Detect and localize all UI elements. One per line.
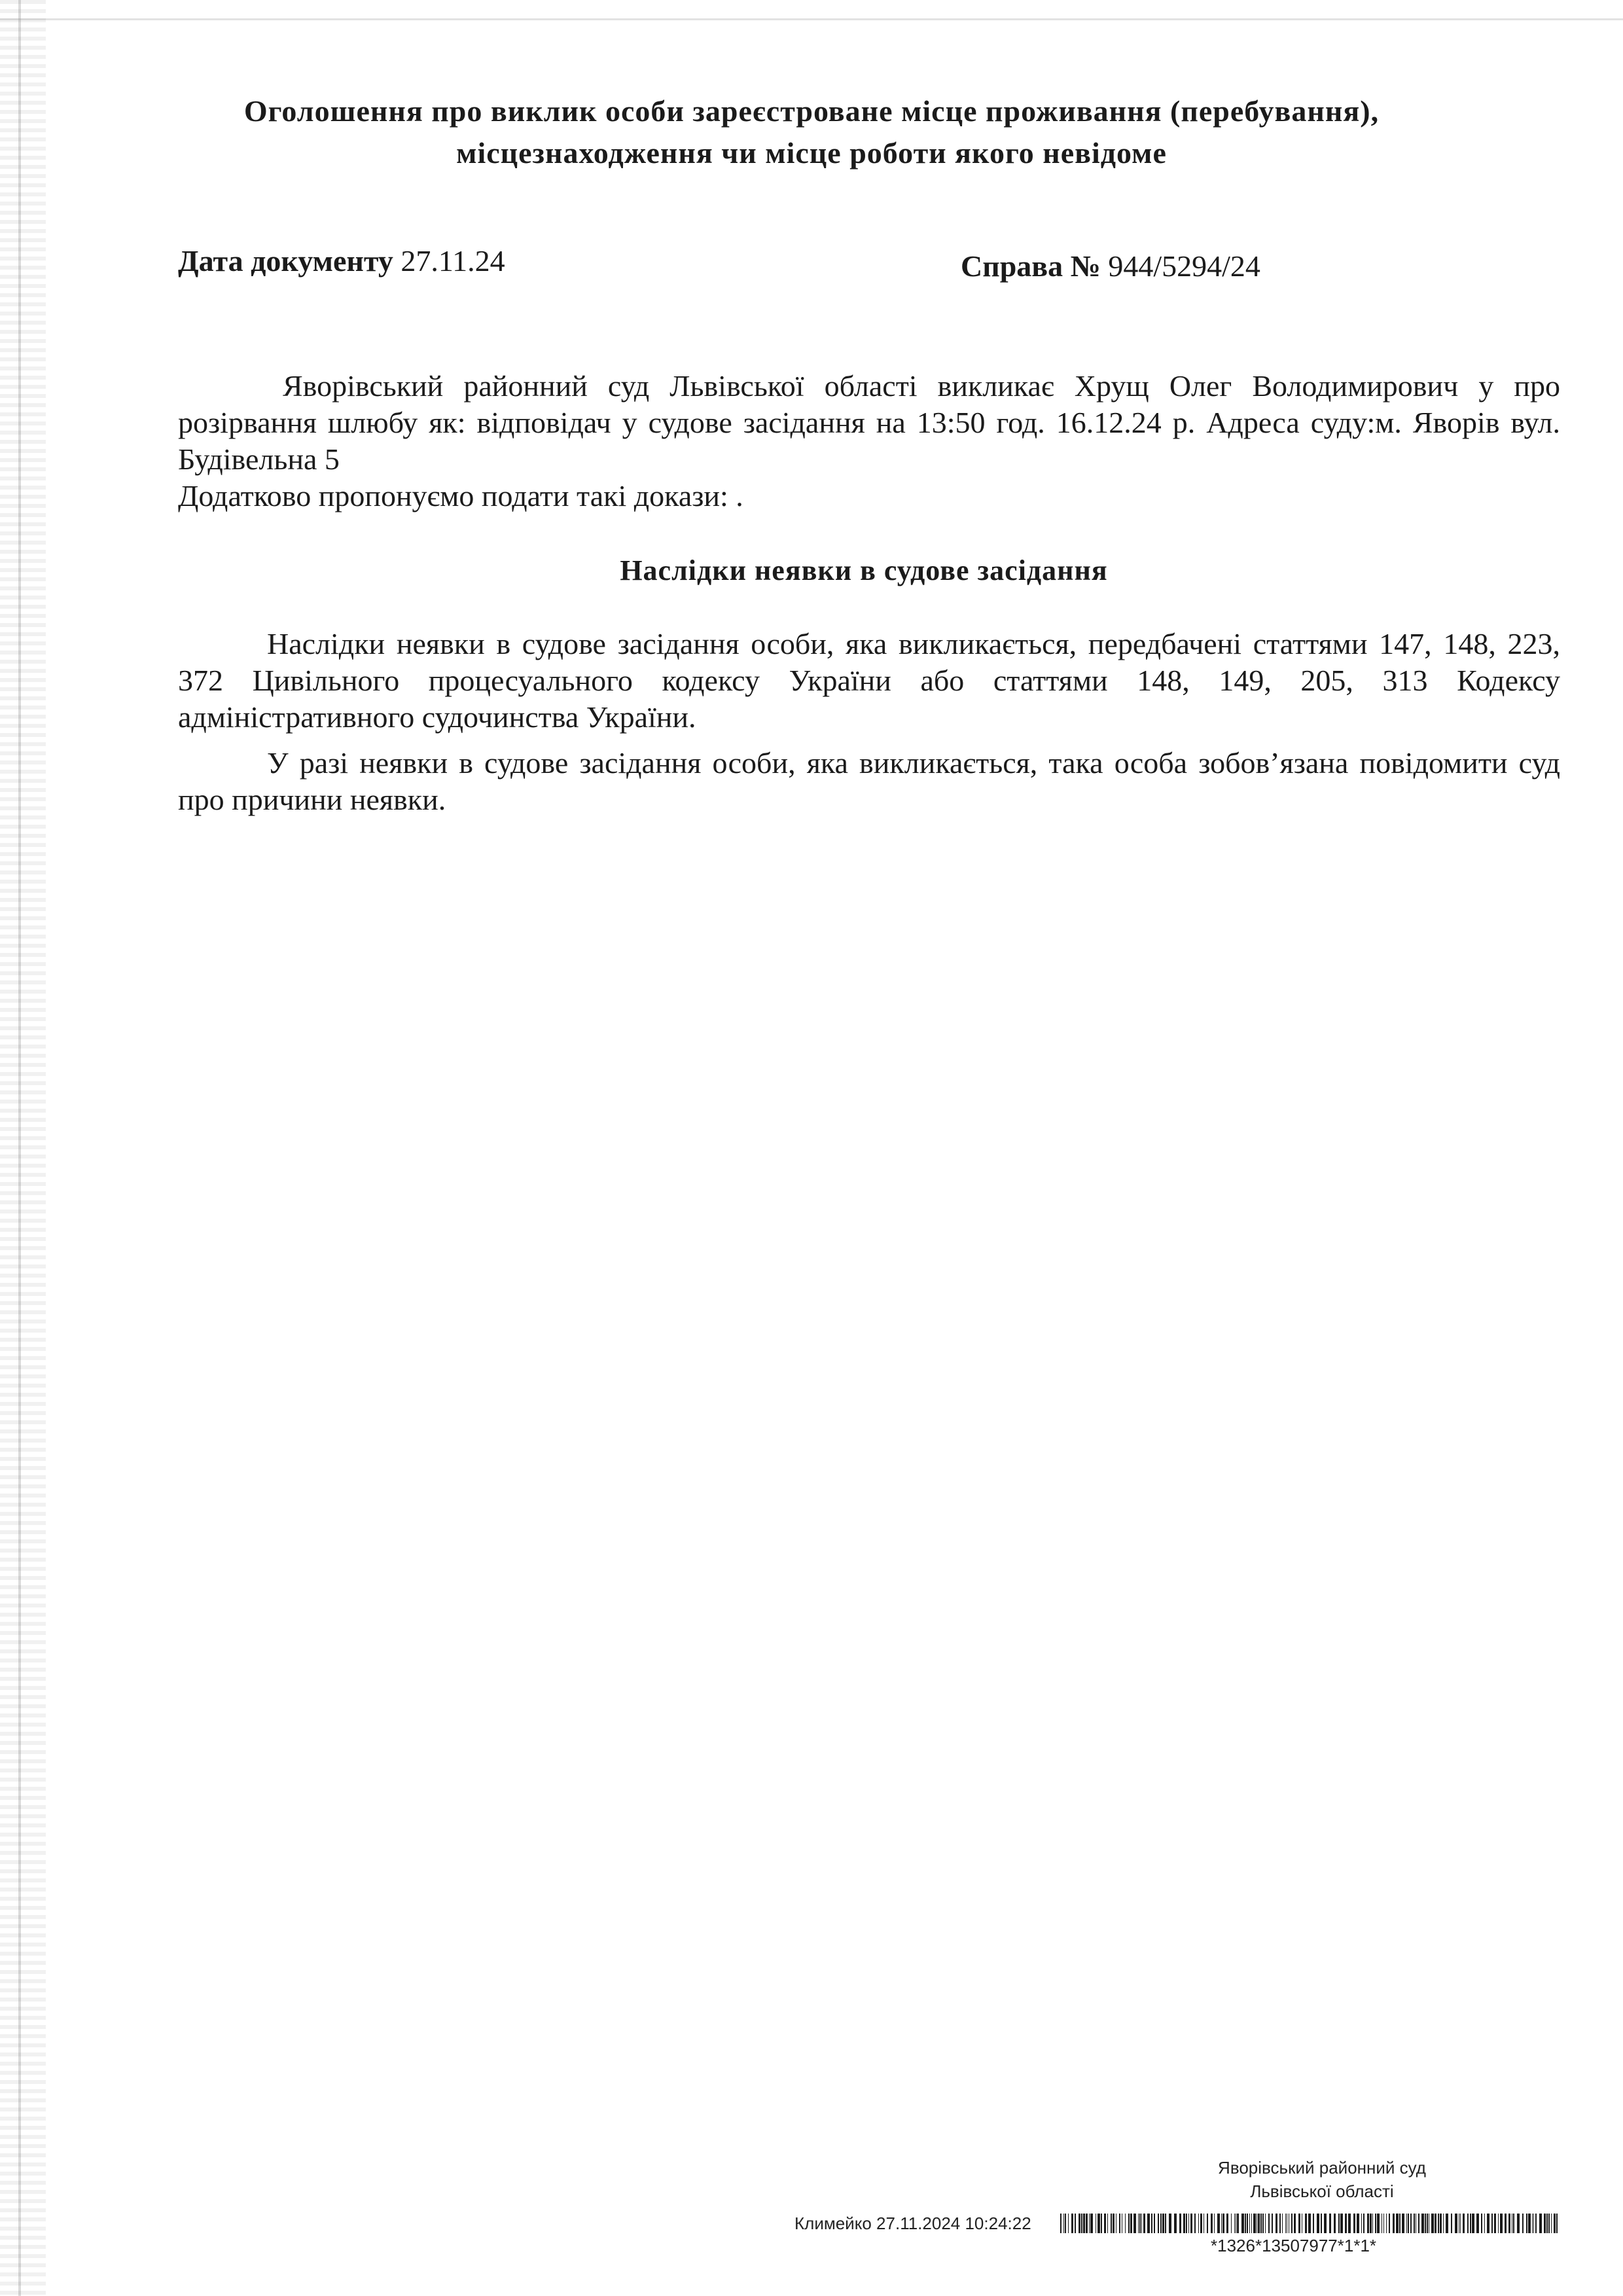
barcode-bar — [1508, 2214, 1510, 2233]
barcode-bar — [1383, 2214, 1384, 2233]
barcode-bar — [1443, 2214, 1444, 2233]
barcode-bar — [1198, 2214, 1199, 2233]
barcode-bar — [1068, 2214, 1069, 2233]
barcode-bar — [1247, 2214, 1248, 2233]
barcode-bar — [1345, 2214, 1347, 2233]
barcode-bar — [1097, 2214, 1100, 2233]
consequences-block — [178, 626, 1560, 827]
barcode-bar — [1081, 2214, 1082, 2233]
barcode-bar — [1251, 2214, 1252, 2233]
barcode-bar — [1169, 2214, 1171, 2233]
barcode-bar — [1484, 2214, 1485, 2233]
barcode-bar — [1282, 2214, 1283, 2233]
barcode-bar — [1190, 2214, 1192, 2233]
court-stamp-line1: Яворівський районний суд — [1218, 2158, 1426, 2178]
barcode-bar — [1418, 2214, 1419, 2233]
barcode-code: *1326*13507977*1*1* — [1211, 2236, 1377, 2255]
barcode-bar — [1402, 2214, 1404, 2233]
barcode-bar — [1217, 2214, 1220, 2233]
barcode-bar — [1298, 2214, 1300, 2233]
barcode-bar — [1279, 2214, 1281, 2233]
case-number-label: Справа № — [961, 249, 1101, 283]
barcode-bar — [1065, 2214, 1066, 2233]
barcode-bar — [1340, 2214, 1343, 2233]
barcode-bar — [1107, 2214, 1108, 2233]
barcode-bar — [1075, 2214, 1076, 2233]
barcode-bar — [1375, 2214, 1376, 2233]
barcode-bar — [1361, 2214, 1362, 2233]
consequences-paragraph-2: У разі неявки в судове засідання особи, яка викликається, така особа зобов’язана повідомити суд про причини неявки. — [178, 746, 1560, 816]
barcode-bar — [1186, 2214, 1187, 2233]
barcode-bar — [1455, 2214, 1457, 2233]
barcode-bar — [1348, 2214, 1351, 2233]
barcode-bar — [1234, 2214, 1235, 2233]
barcode-bar — [1305, 2214, 1307, 2233]
barcode-bar — [1268, 2214, 1270, 2233]
barcode-bar — [1113, 2214, 1115, 2233]
barcode-bar — [1089, 2214, 1090, 2233]
barcode-bar — [1265, 2214, 1266, 2233]
barcode-bar — [1207, 2214, 1208, 2233]
barcode-bar — [1386, 2214, 1387, 2233]
barcode-bar — [1528, 2214, 1531, 2233]
document-title — [131, 90, 1492, 174]
barcode-bar — [1440, 2214, 1442, 2233]
barcode-bar — [1241, 2214, 1244, 2233]
barcode-bar — [1154, 2214, 1155, 2233]
barcode-bar — [1237, 2214, 1239, 2233]
barcode-bar — [1425, 2214, 1426, 2233]
barcode-bar — [1165, 2214, 1166, 2233]
barcode-bar — [1526, 2214, 1527, 2233]
barcode-bar — [1313, 2214, 1314, 2233]
barcode-bar — [1260, 2214, 1262, 2233]
barcode-bar — [1079, 2214, 1080, 2233]
barcode-bar — [1308, 2214, 1311, 2233]
barcode-bar — [1125, 2214, 1126, 2233]
barcode-bar — [1338, 2214, 1340, 2233]
consequences-paragraph-1: Наслідки неявки в судове засідання особи, яка викликається, передбачені статтями 147, 148, 223, 372 Цивільного процесуального кодексу України або статтями 148, 149, 205, 313 Кодексу адміністративного судочинства України. — [178, 627, 1560, 734]
summons-block — [178, 368, 1560, 514]
barcode-bar — [1399, 2214, 1400, 2233]
barcode-bar — [1245, 2214, 1246, 2233]
barcode-bar — [1467, 2214, 1469, 2233]
barcode-bar — [1226, 2214, 1228, 2233]
barcode-bar — [1421, 2214, 1424, 2233]
barcode-bar — [1334, 2214, 1336, 2233]
barcode-bar — [1083, 2214, 1085, 2233]
barcode-bar — [1500, 2214, 1503, 2233]
document-meta — [178, 243, 1408, 283]
case-number — [961, 249, 1260, 283]
barcode-bar — [1431, 2214, 1434, 2233]
barcode-bar — [1160, 2214, 1162, 2233]
barcode-bar — [1147, 2214, 1150, 2233]
barcode-bar — [1071, 2214, 1073, 2233]
barcode-bar — [1406, 2214, 1407, 2233]
barcode-bar — [1556, 2214, 1558, 2233]
barcode-bar — [1104, 2214, 1106, 2233]
barcode-bar — [1438, 2214, 1439, 2233]
barcode-bar — [1476, 2214, 1479, 2233]
barcode-bar — [1179, 2214, 1181, 2233]
barcode-bar — [1370, 2214, 1372, 2233]
barcode-bar — [1285, 2214, 1286, 2233]
barcode-bar — [1231, 2214, 1232, 2233]
barcode-bar — [1222, 2214, 1224, 2233]
barcode-bar — [1535, 2214, 1537, 2233]
barcode-bar — [1470, 2214, 1471, 2233]
document-date — [178, 243, 505, 278]
barcode-bar — [1544, 2214, 1546, 2233]
barcode-bar — [1532, 2214, 1533, 2233]
barcode-bar — [1162, 2214, 1164, 2233]
barcode-bar — [1408, 2214, 1409, 2233]
barcode-bar — [1214, 2214, 1215, 2233]
barcode-bar — [1253, 2214, 1256, 2233]
barcode-bar — [1063, 2214, 1064, 2233]
document-title-line1: Оголошення про виклик особи зареєстроване місце проживання (перебування), — [243, 94, 1380, 128]
barcode-bar — [1389, 2214, 1390, 2233]
barcode-bar — [1451, 2214, 1452, 2233]
scan-top-line — [0, 18, 1623, 20]
barcode-bar — [1548, 2214, 1550, 2233]
barcode-bar — [1481, 2214, 1482, 2233]
barcode-bar — [1498, 2214, 1499, 2233]
barcode-bar — [1294, 2214, 1296, 2233]
barcode-bar — [1353, 2214, 1355, 2233]
barcode-bar — [1554, 2214, 1556, 2233]
barcode-bar — [1221, 2214, 1222, 2233]
barcode-bar — [1258, 2214, 1260, 2233]
barcode-bar — [1494, 2214, 1496, 2233]
barcode-bar — [1367, 2214, 1369, 2233]
barcode-bar — [1513, 2214, 1514, 2233]
barcode-bar — [1321, 2214, 1322, 2233]
document-date-value: 27.11.24 — [401, 244, 505, 278]
barcode-bar — [1128, 2214, 1130, 2233]
evidence-text: Додатково пропонуємо подати такі докази: . — [178, 479, 743, 512]
barcode-bar — [1329, 2214, 1331, 2233]
barcode-bar — [1174, 2214, 1177, 2233]
barcode-bar — [1151, 2214, 1152, 2233]
barcode-bar — [1372, 2214, 1373, 2233]
barcode-bar — [1158, 2214, 1159, 2233]
barcode-bar — [1491, 2214, 1493, 2233]
barcode-bar — [1324, 2214, 1327, 2233]
barcode-bar — [1133, 2214, 1136, 2233]
barcode-bar — [1139, 2214, 1141, 2233]
scan-edge-line — [18, 0, 21, 2296]
barcode-bar — [1446, 2214, 1448, 2233]
barcode-bar — [1410, 2214, 1412, 2233]
barcode-bar — [1101, 2214, 1102, 2233]
barcode-bar — [1522, 2214, 1524, 2233]
barcode-bar — [1272, 2214, 1273, 2233]
barcode-bar — [1111, 2214, 1112, 2233]
document-title-line2: місцезнаходження чи місце роботи якого невідоме — [456, 136, 1167, 170]
barcode-bar — [1194, 2214, 1196, 2233]
barcode-bar — [1141, 2214, 1142, 2233]
barcode-bar — [1414, 2214, 1415, 2233]
court-stamp-line2: Львівської області — [1250, 2181, 1394, 2201]
barcode-bar — [1119, 2214, 1120, 2233]
barcode-bar — [1138, 2214, 1139, 2233]
barcode-bar — [1363, 2214, 1364, 2233]
consequences-heading: Наслідки неявки в судове засідання — [620, 554, 1108, 586]
document-date-label: Дата документу — [178, 244, 393, 278]
barcode-bar — [1533, 2214, 1534, 2233]
court-stamp — [1139, 2156, 1505, 2203]
barcode-bar — [1275, 2214, 1277, 2233]
scan-edge-artifact — [0, 0, 46, 2296]
barcode — [1060, 2214, 1558, 2233]
barcode-bar — [1539, 2214, 1542, 2233]
barcode-bar — [1200, 2214, 1202, 2233]
barcode-bar — [1460, 2214, 1461, 2233]
barcode-bar — [1317, 2214, 1319, 2233]
barcode-bar — [1086, 2214, 1088, 2233]
barcode-bar — [1143, 2214, 1145, 2233]
barcode-bar — [1487, 2214, 1489, 2233]
barcode-bar — [1090, 2214, 1093, 2233]
barcode-bar — [1472, 2214, 1474, 2233]
barcode-bar — [1249, 2214, 1250, 2233]
barcode-bar — [1060, 2214, 1061, 2233]
barcode-bar — [1211, 2214, 1213, 2233]
barcode-bar — [1130, 2214, 1132, 2233]
barcode-bar — [1435, 2214, 1436, 2233]
barcode-bar — [1551, 2214, 1552, 2233]
summons-text: Яворівський районний суд Львівської області викликає Хрущ Олег Володимирович у про розірвання шлюбу як: відповідач у судове засідання на 13:50 год. 16.12.24 р. Адреса суду:м. Яворів вул. Будівельна 5 — [178, 369, 1560, 476]
barcode-bar — [1291, 2214, 1293, 2233]
barcode-bar — [1463, 2214, 1465, 2233]
barcode-bar — [1357, 2214, 1359, 2233]
barcode-bar — [1546, 2214, 1548, 2233]
case-number-value: 944/5294/24 — [1108, 249, 1260, 283]
barcode-bar — [1505, 2214, 1507, 2233]
barcode-bar — [1377, 2214, 1380, 2233]
barcode-bar — [1517, 2214, 1520, 2233]
barcode-bar — [1393, 2214, 1395, 2233]
barcode-bar — [1427, 2214, 1428, 2233]
barcode-bar — [1188, 2214, 1189, 2233]
barcode-bar — [1262, 2214, 1264, 2233]
clerk-stamp: Климейко 27.11.2024 10:24:22 — [794, 2214, 1031, 2233]
barcode-bar — [1183, 2214, 1185, 2233]
barcode-bar — [1396, 2214, 1399, 2233]
